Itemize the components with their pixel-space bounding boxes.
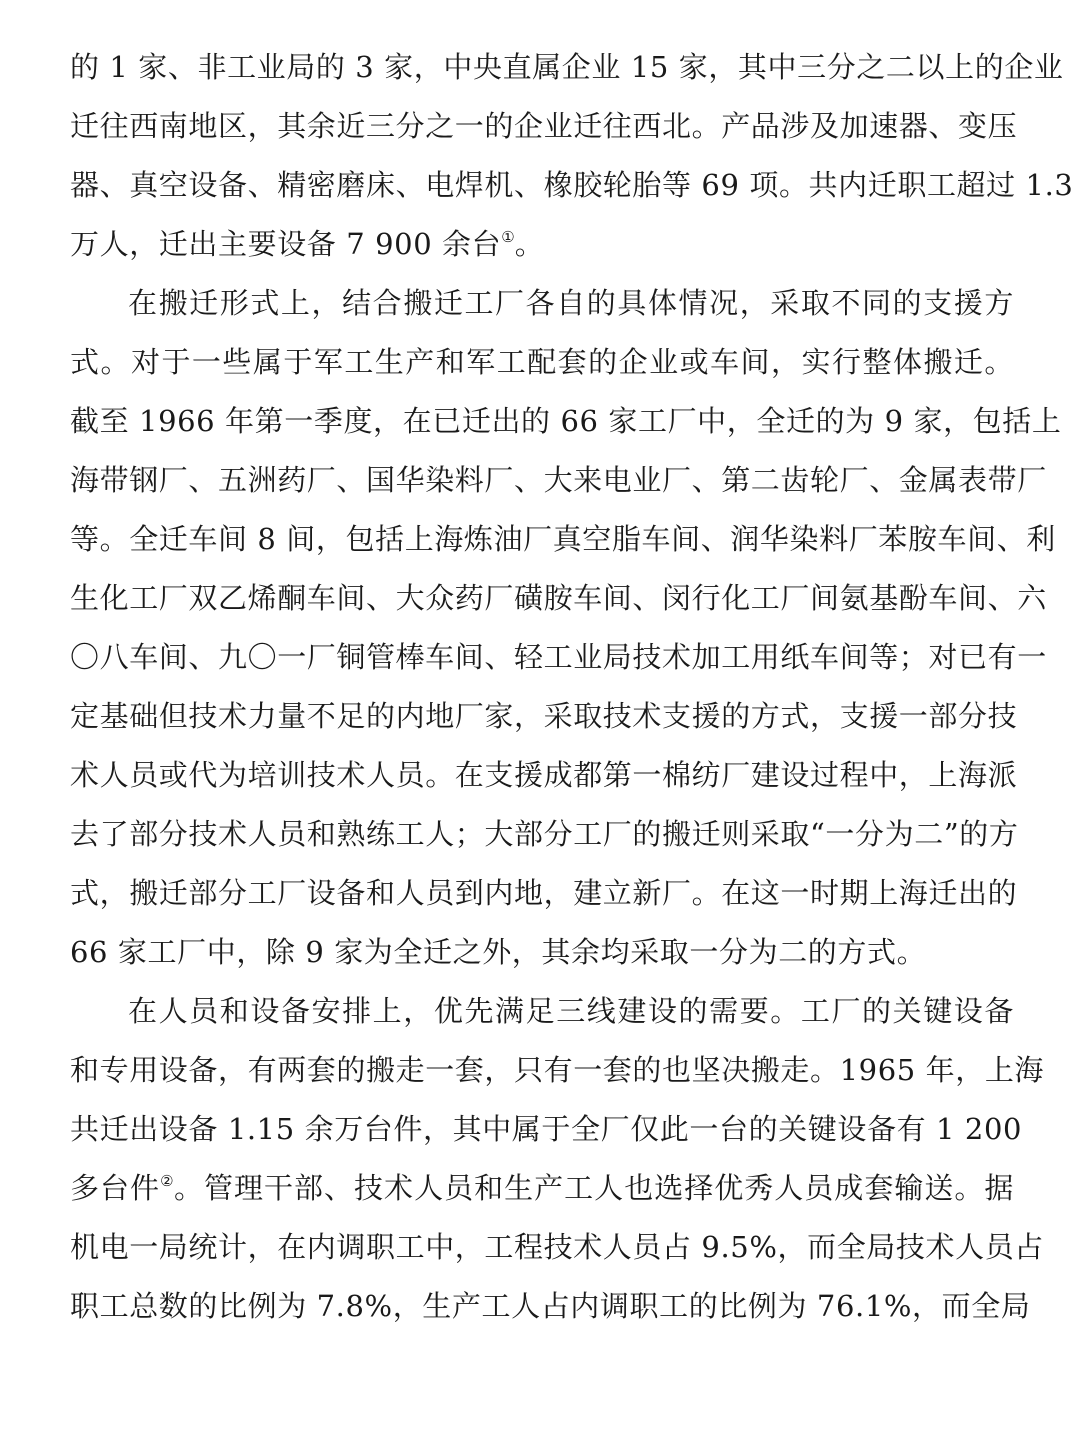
text-line: 器、真空设备、精密磨床、电焊机、橡胶轮胎等 69 项。共内迁职工超过 1.3 bbox=[70, 168, 1074, 202]
footnote-marker-2[interactable]: ② bbox=[160, 1172, 174, 1190]
text-line: 截至 1966 年第一季度，在已迁出的 66 家工厂中，全迁的为 9 家，包括上 bbox=[70, 404, 1062, 438]
text-line: 的 1 家、非工业局的 3 家，中央直属企业 15 家，其中三分之二以上的企业 bbox=[70, 50, 1064, 84]
footnote-marker-1[interactable]: ① bbox=[501, 228, 515, 246]
paragraph-2 bbox=[70, 274, 1062, 982]
text-line: 职工总数的比例为 7.8%，生产工人占内调职工的比例为 76.1%，而全局 bbox=[70, 1289, 1031, 1323]
text-line: 定基础但技术力量不足的内地厂家，采取技术支援的方式，支援一部分技 bbox=[70, 699, 1018, 733]
text-line bbox=[70, 1159, 1014, 1218]
text-line: 和专用设备，有两套的搬走一套，只有一套的也坚决搬走。1965 年，上海 bbox=[70, 1053, 1045, 1087]
line-text: 多台件 bbox=[70, 1171, 161, 1205]
text-line: 式。对于一些属于军工生产和军工配套的企业或车间，实行整体搬迁。 bbox=[70, 345, 1014, 379]
text-line: 等。全迁车间 8 间，包括上海炼油厂真空脂车间、润华染料厂苯胺车间、利 bbox=[70, 522, 1056, 556]
text-line: 〇八车间、九〇一厂铜管棒车间、轻工业局技术加工用纸车间等；对已有一 bbox=[70, 640, 1047, 674]
text-line: 海带钢厂、五洲药厂、国华染料厂、大来电业厂、第二齿轮厂、金属表带厂 bbox=[70, 463, 1047, 497]
text-line: 在搬迁形式上，结合搬迁工厂各自的具体情况，采取不同的支援方 bbox=[128, 286, 1014, 320]
line-text-after: 。管理干部、技术人员和生产工人也选择优秀人员成套输送。据 bbox=[173, 1171, 1014, 1205]
paragraph-3 bbox=[70, 982, 1045, 1336]
text-line: 66 家工厂中，除 9 家为全迁之外，其余均采取一分为二的方式。 bbox=[70, 935, 927, 969]
text-line: 机电一局统计，在内调职工中，工程技术人员占 9.5%，而全局技术人员占 bbox=[70, 1230, 1044, 1264]
paragraph-1 bbox=[70, 38, 1074, 274]
text-line: 共迁出设备 1.15 余万台件，其中属于全厂仅此一台的关键设备有 1 200 bbox=[70, 1112, 1023, 1146]
text-line: 迁往西南地区，其余近三分之一的企业迁往西北。产品涉及加速器、变压 bbox=[70, 109, 1018, 143]
text-line: 式，搬迁部分工厂设备和人员到内地，建立新厂。在这一时期上海迁出的 bbox=[70, 876, 1018, 910]
text-line: 术人员或代为培训技术人员。在支援成都第一棉纺厂建设过程中，上海派 bbox=[70, 758, 1018, 792]
line-text-after: 。 bbox=[514, 227, 545, 261]
text-line bbox=[70, 215, 1014, 274]
text-line: 生化工厂双乙烯酮车间、大众药厂磺胺车间、闵行化工厂间氨基酚车间、六 bbox=[70, 581, 1047, 615]
text-line: 在人员和设备安排上，优先满足三线建设的需要。工厂的关键设备 bbox=[128, 994, 1014, 1028]
text-line: 去了部分技术人员和熟练工人；大部分工厂的搬迁则采取“一分为二”的方 bbox=[70, 817, 1019, 851]
line-text: 万人，迁出主要设备 7 900 余台 bbox=[70, 227, 502, 261]
